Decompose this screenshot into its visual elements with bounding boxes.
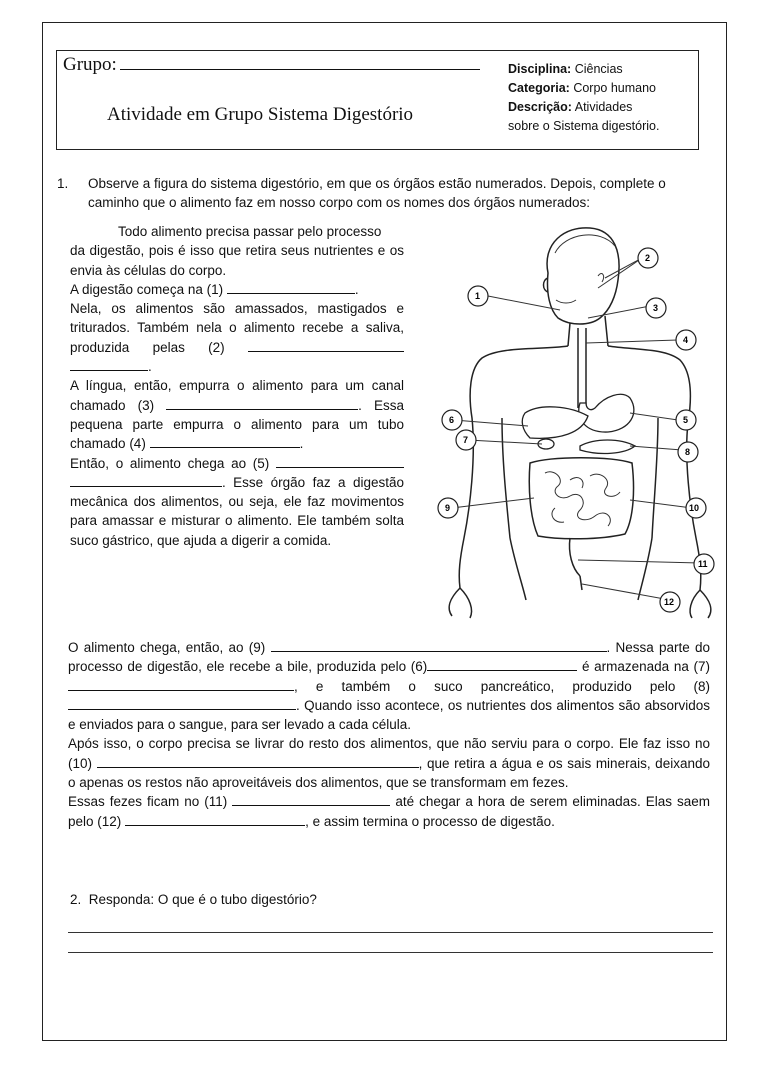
bottom-text-1d: , e também o suco pancreático, produzido pelo (8) xyxy=(294,678,710,694)
answer-line-2[interactable] xyxy=(68,952,713,953)
diagram-label-3-text: 3 xyxy=(653,303,659,313)
question-2-number: 2. xyxy=(70,892,82,907)
diagram-label-6-text: 6 xyxy=(449,415,455,425)
description-label: Descrição: xyxy=(508,100,572,114)
diagram-label-5-text: 5 xyxy=(683,415,689,425)
blank-sentence-1: A digestão começa na (1) . xyxy=(70,281,359,297)
fill-in-left-column xyxy=(70,222,404,550)
answer-blank-2[interactable] xyxy=(248,339,404,352)
bottom-text-1b: . Nessa parte do processo de digestão, ele recebe a bile, produzida pelo (6) xyxy=(68,640,710,675)
discipline-value: Ciências xyxy=(574,62,623,76)
diagram-label-11-text: 11 xyxy=(698,559,708,569)
category-label: Categoria: xyxy=(508,81,570,95)
left-line-7: Então, o alimento chega ao (5) xyxy=(70,455,270,471)
blank-sentence-2: Nela, os alimentos são amassados, mastigados e triturados. Também nela o alimento recebe a saliva, produzida pelas (2) . xyxy=(70,301,404,375)
category-value: Corpo humano xyxy=(573,81,657,95)
discipline-label: Disciplina: xyxy=(508,62,572,76)
left-line-3: A digestão começa na (1) xyxy=(70,281,224,297)
group-label: Grupo: xyxy=(63,54,117,75)
answer-blank-2b[interactable] xyxy=(70,358,148,371)
description-value-2: sobre o Sistema digestório. xyxy=(508,119,660,133)
diagram-label-4-text: 4 xyxy=(683,335,689,345)
bottom-paragraph-1 xyxy=(68,638,710,734)
diagram-label-12-text: 12 xyxy=(664,597,675,607)
left-line-8: . Esse órgão faz a digestão mecânica dos alimentos, ou seja, ele faz movimentos para amassar e misturar o alimento. Ele também solta suco gástrico, que ajuda a digerir a comida. xyxy=(70,474,404,548)
fill-in-bottom-text xyxy=(68,638,710,831)
answer-line-1[interactable] xyxy=(68,932,713,933)
bottom-paragraph-3 xyxy=(68,792,710,831)
group-field xyxy=(63,54,480,76)
answer-blank-3[interactable] xyxy=(166,397,358,410)
left-line-1: Todo alimento precisa passar pelo processo xyxy=(118,224,382,239)
question-1-text: Observe a figura do sistema digestório, em que os órgãos estão numerados. Depois, complete o caminho que o alimento faz em nosso corpo com os nomes dos órgãos numerados: xyxy=(88,176,666,210)
answer-blank-4[interactable] xyxy=(150,435,300,448)
answer-blank-9[interactable] xyxy=(271,639,607,652)
answer-blank-5a[interactable] xyxy=(276,455,404,468)
left-line-6: Essa pequena parte empurra o alimento para um tubo chamado xyxy=(70,397,404,452)
diagram-label-7-text: 7 xyxy=(463,435,469,445)
activity-title: Atividade em Grupo Sistema Digestório xyxy=(107,104,414,125)
left-line-4: Nela, os alimentos são amassados, mastigados e triturados. Também nela o alimento recebe a saliva, produzida pelas (2) xyxy=(70,301,404,355)
left-line-5: A língua, então, empurra o alimento para um canal chamado (3) xyxy=(70,378,404,413)
left-line-2: da digestão, pois é isso que retira seus nutrientes e os envia às células do corpo. xyxy=(70,243,404,278)
bottom-text-1a: O alimento chega, então, ao (9) xyxy=(68,640,266,655)
digestive-system-diagram xyxy=(430,218,720,623)
meta-info xyxy=(508,60,659,136)
left-line-6b: (4) xyxy=(129,436,146,452)
bottom-paragraph-2 xyxy=(68,734,710,792)
digestive-organs xyxy=(522,328,635,590)
question-2 xyxy=(70,892,317,907)
answer-blank-11[interactable] xyxy=(232,793,390,806)
diagram-label-9-text: 9 xyxy=(445,503,451,513)
bottom-text-2b: , que retira a água e os sais minerais, deixando o apenas os restos não aproveitáveis dos alimentos, que se transformam em fezes. xyxy=(68,755,710,791)
question-2-text: Responda: O que é o tubo digestório? xyxy=(88,892,317,907)
diagram-label-1-text: 1 xyxy=(475,291,481,301)
bottom-text-3a: Essas fezes ficam no (11) xyxy=(68,794,228,810)
bottom-text-3c: , e assim termina o processo de digestão. xyxy=(305,813,555,829)
answer-blank-5b[interactable] xyxy=(70,474,222,487)
answer-blank-10[interactable] xyxy=(97,755,419,768)
answer-blank-7[interactable] xyxy=(68,678,294,691)
answer-blank-6[interactable] xyxy=(427,658,577,671)
question-1 xyxy=(57,174,717,212)
answer-blank-1[interactable] xyxy=(227,281,355,294)
bottom-text-2a: Após isso, o corpo precisa se livrar do resto dos alimentos, que não serviu para o corpo. Ele faz isso no (10) xyxy=(68,736,710,771)
diagram-label-8-text: 8 xyxy=(685,447,691,457)
bottom-text-3b: até chegar a hora de serem eliminadas. Elas saem pelo (12) xyxy=(68,794,710,829)
bottom-text-1e: . Quando isso acontece, os nutrientes dos alimentos são absorvidos e enviados para o sangue, para ser levado a cada célula. xyxy=(68,697,710,733)
bottom-text-1c: é armazenada na (7) xyxy=(581,659,710,675)
question-1-number: 1. xyxy=(57,176,69,191)
blank-sentence-5 xyxy=(70,454,404,550)
diagram-label-10-text: 10 xyxy=(689,503,700,513)
answer-blank-8[interactable] xyxy=(68,697,296,710)
group-name-input-line[interactable] xyxy=(120,55,480,70)
diagram-label-2-text: 2 xyxy=(645,253,651,263)
blank-sentence-3: A língua, então, empurra o alimento para um canal chamado (3) . Essa pequena parte empurra o alimento para um tubo chamado (4) . xyxy=(70,378,404,452)
description-value-1: Atividades xyxy=(574,100,633,114)
answer-blank-12[interactable] xyxy=(125,813,305,826)
